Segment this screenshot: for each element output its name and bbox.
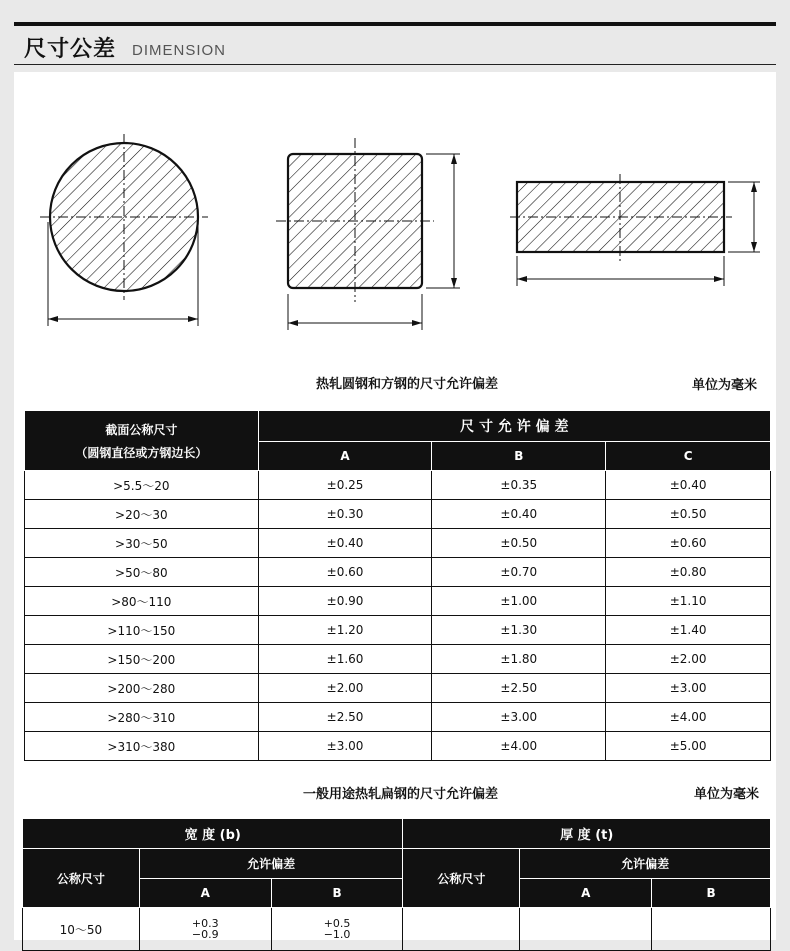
size-cell: >50～80 — [25, 558, 259, 587]
size-cell: >280～310 — [25, 703, 259, 732]
size-cell: >30～50 — [25, 529, 259, 558]
width-size-cell: 10～50 — [23, 908, 140, 951]
tolerance-cell: ±4.00 — [432, 732, 606, 761]
tolerance-cell: ±0.50 — [432, 529, 606, 558]
cross-section-drawings — [14, 72, 776, 372]
table2-unit: 单位为毫米 — [694, 787, 760, 802]
flat-bar-drawing — [510, 174, 760, 286]
tolerance-cell: ±0.60 — [258, 558, 432, 587]
tolerance-cell: ±0.30 — [258, 500, 432, 529]
width-b-header: B — [271, 879, 403, 908]
tolerance-cell: ±1.10 — [606, 587, 771, 616]
table1-size-header-line1: 截面公称尺寸 — [105, 422, 178, 437]
width-b-minus: −1.0 — [323, 927, 351, 941]
width-nominal-header: 公称尺寸 — [23, 849, 140, 908]
size-cell: >200～280 — [25, 674, 259, 703]
tolerance-cell: ±1.30 — [432, 616, 606, 645]
table-row — [25, 500, 771, 529]
tolerance-cell: ±0.40 — [258, 529, 432, 558]
tolerance-cell: ±2.50 — [432, 674, 606, 703]
width-a-minus: −0.9 — [191, 927, 219, 941]
table-row — [25, 616, 771, 645]
table1-col-c-header: C — [606, 442, 771, 471]
tolerance-cell: ±5.00 — [606, 732, 771, 761]
size-cell: >20～30 — [25, 500, 259, 529]
thickness-b-header: B — [652, 879, 771, 908]
size-cell: >110～150 — [25, 616, 259, 645]
table-row — [25, 732, 771, 761]
tolerance-cell: ±0.35 — [432, 471, 606, 500]
round-square-tolerance-table — [24, 410, 771, 761]
table1-tolerance-header: 尺 寸 允 许 偏 差 — [258, 411, 770, 442]
tolerance-cell: ±0.60 — [606, 529, 771, 558]
section-title: 尺寸公差 — [24, 37, 117, 62]
tolerance-cell: ±1.40 — [606, 616, 771, 645]
size-cell: >5.5～20 — [25, 471, 259, 500]
table1-caption: 热轧圆钢和方钢的尺寸允许偏差 — [316, 377, 499, 392]
tolerance-cell: ±3.00 — [606, 674, 771, 703]
thickness-a-header: A — [520, 879, 652, 908]
tolerance-cell: ±1.20 — [258, 616, 432, 645]
tolerance-cell: ±2.00 — [606, 645, 771, 674]
table1-col-b-header: B — [432, 442, 606, 471]
width-a-header: A — [139, 879, 271, 908]
tolerance-cell: ±2.00 — [258, 674, 432, 703]
table-row — [25, 587, 771, 616]
size-cell: >310～380 — [25, 732, 259, 761]
thickness-tolerance-header: 允许偏差 — [520, 849, 771, 879]
thickness-header: 厚 度 (t) — [403, 819, 771, 849]
width-header: 宽 度 (b) — [23, 819, 403, 849]
thickness-a-cell — [520, 908, 652, 951]
table1-col-a-header: A — [258, 442, 432, 471]
square-bar-drawing — [276, 138, 460, 330]
tolerance-cell: ±0.90 — [258, 587, 432, 616]
width-a-plus: +0.3 — [191, 916, 219, 930]
tolerance-cell: ±2.50 — [258, 703, 432, 732]
round-bar-drawing — [40, 134, 208, 326]
tolerance-cell: ±0.80 — [606, 558, 771, 587]
tolerance-cell: ±0.50 — [606, 500, 771, 529]
tolerance-cell: ±4.00 — [606, 703, 771, 732]
tolerance-cell: ±0.25 — [258, 471, 432, 500]
tolerance-cell: ±3.00 — [258, 732, 432, 761]
tolerance-cell: ±0.40 — [432, 500, 606, 529]
table1-unit: 单位为毫米 — [692, 378, 758, 393]
section-header — [14, 26, 776, 65]
width-tolerance-header: 允许偏差 — [139, 849, 403, 879]
size-cell: >80～110 — [25, 587, 259, 616]
thickness-nominal-header: 公称尺寸 — [403, 849, 520, 908]
table2-caption: 一般用途热轧扁钢的尺寸允许偏差 — [303, 787, 499, 802]
table1-size-header — [25, 411, 259, 471]
table-row — [25, 645, 771, 674]
size-cell: >150～200 — [25, 645, 259, 674]
tolerance-cell: ±0.70 — [432, 558, 606, 587]
table-row — [25, 703, 771, 732]
table-row — [25, 471, 771, 500]
width-b-plus: +0.5 — [323, 916, 351, 930]
width-a-cell — [139, 908, 271, 951]
width-b-cell — [271, 908, 403, 951]
flat-bar-tolerance-table — [22, 818, 771, 951]
tolerance-cell: ±0.40 — [606, 471, 771, 500]
table1-size-header-line2: （圆钢直径或方钢边长） — [75, 445, 208, 460]
tolerance-cell: ±3.00 — [432, 703, 606, 732]
table-row — [23, 908, 771, 951]
section-subtitle: DIMENSION — [132, 42, 227, 59]
table-row — [25, 558, 771, 587]
table-row — [25, 674, 771, 703]
thickness-size-cell — [403, 908, 520, 951]
table-row — [25, 529, 771, 558]
tolerance-cell: ±1.80 — [432, 645, 606, 674]
tolerance-cell: ±1.60 — [258, 645, 432, 674]
content-panel — [14, 72, 776, 940]
thickness-b-cell — [652, 908, 771, 951]
tolerance-cell: ±1.00 — [432, 587, 606, 616]
